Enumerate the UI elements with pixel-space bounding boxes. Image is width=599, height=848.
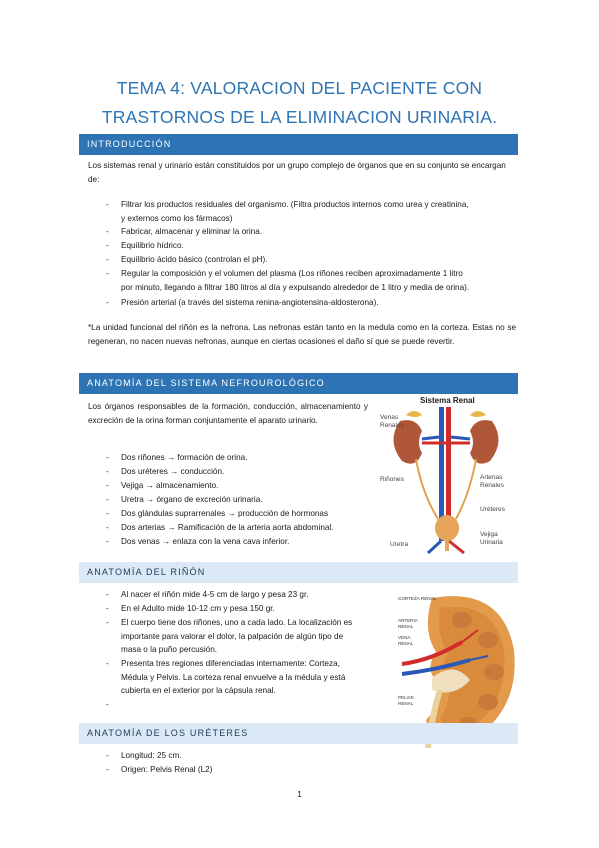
renal-vein-left [422, 437, 439, 439]
svg-text:Renales: Renales [480, 482, 504, 489]
page-title-line-2: TRASTORNOS DE LA ELIMINACION URINARIA. [101, 107, 498, 127]
svg-text:ARTERIA: ARTERIA [398, 618, 418, 623]
page-number: 1 [297, 789, 302, 799]
ureter-right [456, 459, 476, 519]
adrenal-gland-left [406, 411, 422, 417]
intro-note: *La unidad funcional del riñón es la nefrona. Las nefronas están tanto en la medula como en la corteza. Estas no se regeneran, no nacen nuevas nefronas, aunque en ciertas ocasiones el daño sí que se puede revertir. [88, 323, 516, 346]
svg-text:PELVIS: PELVIS [398, 695, 414, 700]
renal-pyramid [478, 694, 498, 710]
section-heading-anatomia-rinon: ANATOMÍA DEL RIÑÓN [79, 562, 518, 583]
svg-text:Riñones: Riñones [380, 476, 404, 483]
ureter-left [416, 459, 438, 519]
kidney-right [470, 420, 499, 464]
svg-text:Arterias: Arterias [480, 474, 503, 481]
svg-text:Venas: Venas [380, 414, 399, 421]
renal-system-figure [376, 393, 522, 555]
figure-title: Sistema Renal [420, 396, 475, 405]
section-heading-introduccion: INTRODUCCIÓN [79, 134, 518, 155]
svg-text:RENAL: RENAL [398, 624, 414, 629]
bladder [435, 515, 459, 541]
adrenal-gland-right [470, 411, 486, 417]
anatomy-paragraph: Los órganos responsables de la formación, conducción, almacenamiento y excreción de la orina forman conjuntamente el aparato urinario. [88, 402, 368, 425]
svg-text:RENAL: RENAL [398, 701, 414, 706]
iliac-vein [428, 541, 441, 553]
intro-paragraph: Los sistemas renal y urinario están constituidos por un grupo complejo de órganos que en su conjunto se encargan de: [88, 161, 506, 184]
svg-text:Uretra: Uretra [390, 541, 409, 548]
svg-text:Renales: Renales [380, 422, 404, 429]
svg-text:CORTEZA RENAL: CORTEZA RENAL [398, 596, 437, 601]
section-heading-anatomia-ureteres: ANATOMÍA DE LOS URÉTERES [79, 723, 518, 744]
svg-text:RENAL: RENAL [398, 641, 414, 646]
renal-vein-right [451, 437, 470, 439]
iliac-artery [449, 541, 464, 553]
renal-pyramid [484, 664, 504, 680]
renal-pyramid [452, 612, 472, 628]
svg-text:Urinaria: Urinaria [480, 539, 503, 546]
renal-pyramid [478, 632, 498, 648]
svg-text:Vejiga: Vejiga [480, 531, 498, 538]
page-title-line-1: TEMA 4: VALORACION DEL PACIENTE CON [116, 78, 483, 98]
svg-text:VENA: VENA [398, 635, 411, 640]
urethra [445, 539, 449, 551]
section-heading-anatomia-sistema: ANATOMÍA DEL SISTEMA NEFROUROLÓGICO [79, 373, 518, 394]
svg-text:Uréteres: Uréteres [480, 506, 505, 513]
